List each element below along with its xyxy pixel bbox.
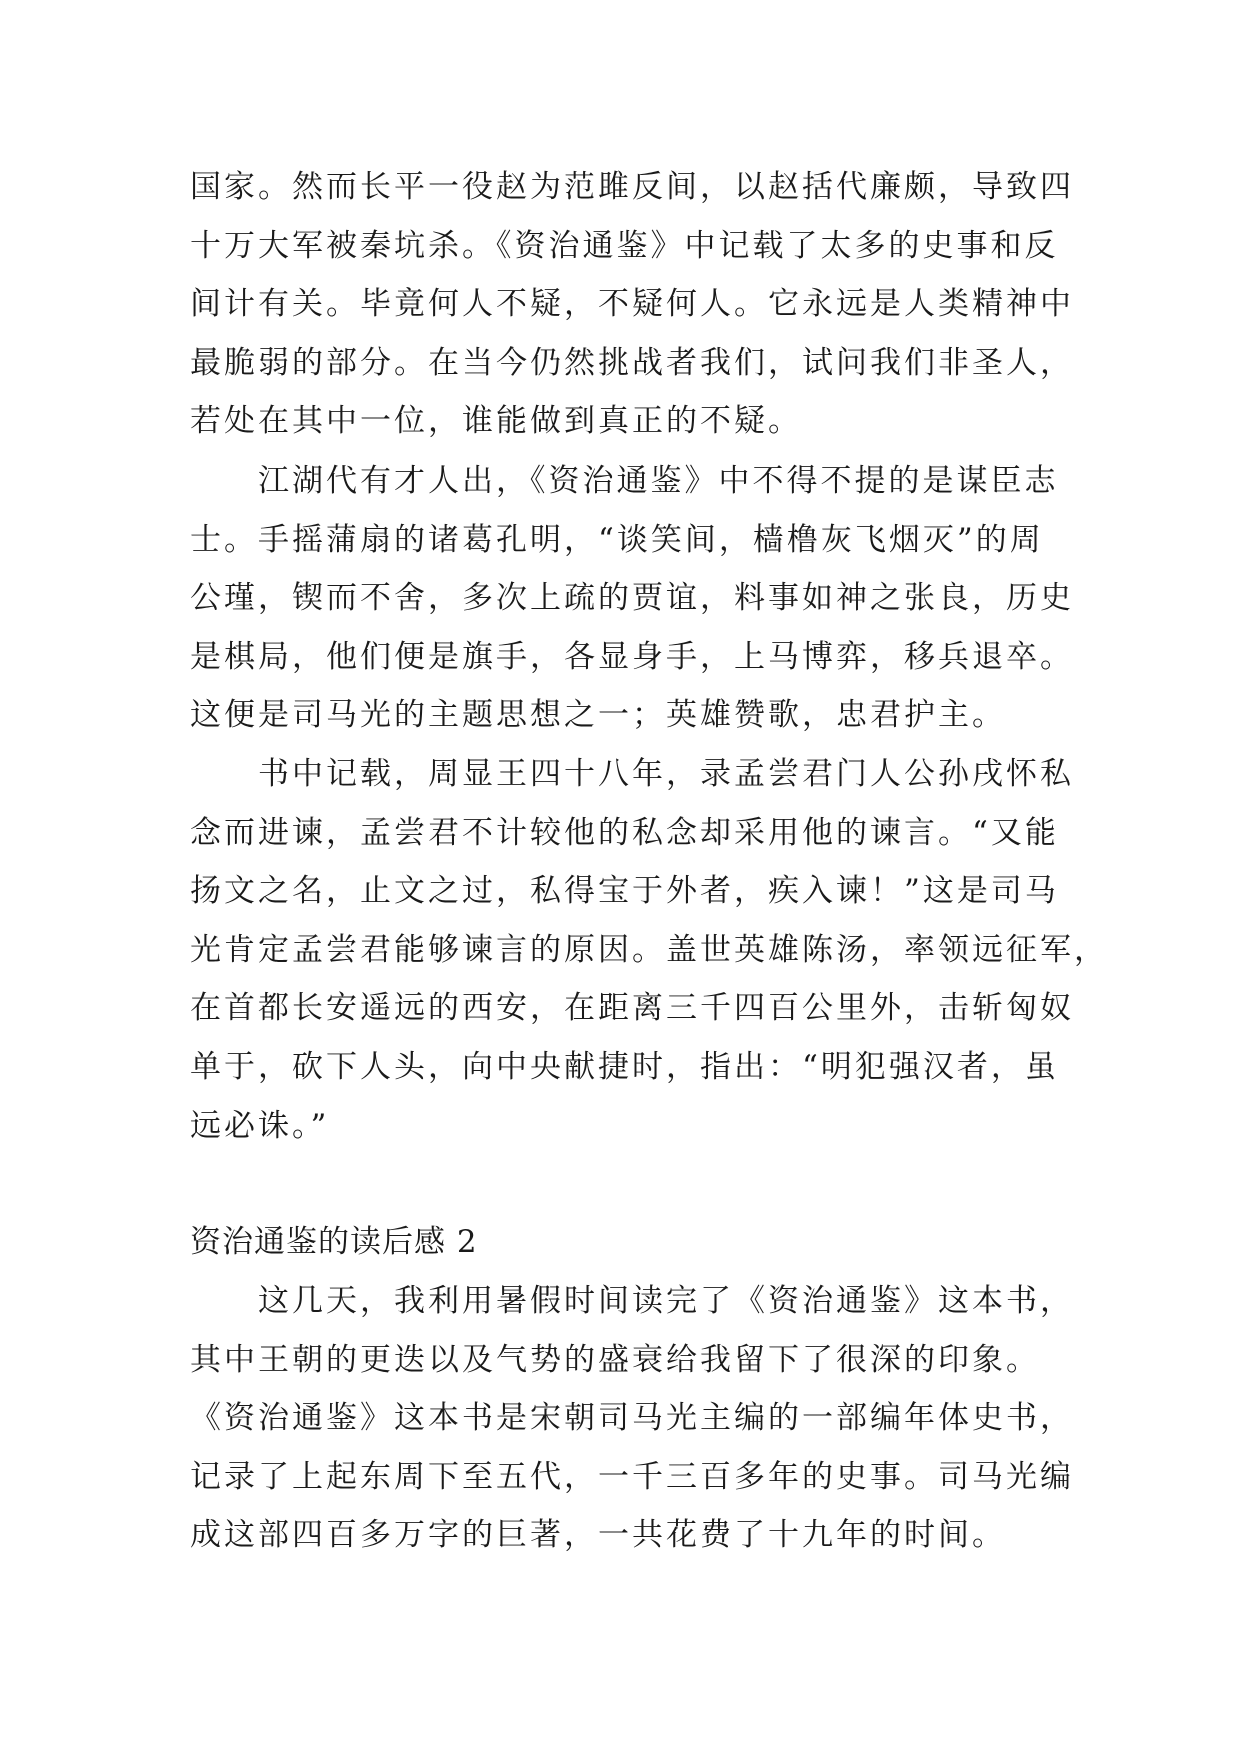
text-line: 十万大军被秦坑杀。《资治通鉴》中记载了太多的史事和反 xyxy=(190,227,1059,264)
text-line: 间计有关。毕竟何人不疑，不疑何人。它永远是人类精神中 xyxy=(190,286,1074,323)
text-line: 《资治通鉴》这本书是宋朝司马光主编的一部编年体史书， xyxy=(190,1400,1074,1437)
text-line: 这便是司马光的主题思想之一；英雄赞歌，忠君护主。 xyxy=(190,697,1006,734)
text-line: 记录了上起东周下至五代，一千三百多年的史事。司马光编 xyxy=(190,1458,1074,1495)
text-line: 光肯定孟尝君能够谏言的原因。盖世英雄陈汤，率领远征军， xyxy=(190,931,1108,968)
text-line: 国家。然而长平一役赵为范雎反间，以赵括代廉颇，导致四 xyxy=(190,169,1074,205)
text-line: 公瑾，锲而不舍，多次上疏的贾谊，料事如神之张良，历史 xyxy=(190,580,1074,617)
text-line: 士。手摇蒲扇的诸葛孔明，“谈笑间，樯橹灰飞烟灭”的周 xyxy=(190,521,1044,558)
text-line: 成这部四百多万字的巨著，一共花费了十九年的时间。 xyxy=(190,1517,1006,1554)
text-line: 远必诛。” xyxy=(190,1107,330,1144)
text-line: 这几天，我利用暑假时间读完了《资治通鉴》这本书， xyxy=(258,1283,1074,1319)
text-line: 是棋局，他们便是旗手，各显身手，上马博弈，移兵退卒。 xyxy=(190,638,1074,675)
text-line: 其中王朝的更迭以及气势的盛衰给我留下了很深的印象。 xyxy=(190,1341,1040,1378)
text-line: 单于，砍下人头，向中央献捷时，指出：“明犯强汉者，虽 xyxy=(190,1048,1059,1085)
section-heading: 资治通鉴的读后感 2 xyxy=(190,1224,478,1260)
text-line: 在首都长安遥远的西安，在距离三千四百公里外，击斩匈奴 xyxy=(190,990,1074,1027)
paragraph-4 xyxy=(190,1272,1074,1565)
paragraph-2 xyxy=(190,452,1074,745)
text-line: 若处在其中一位，谁能做到真正的不疑。 xyxy=(190,403,802,440)
text-line: 扬文之名，止文之过，私得宝于外者，疾入谏！”这是司马 xyxy=(190,873,1059,910)
text-line: 最脆弱的部分。在当今仍然挑战者我们，试问我们非圣人， xyxy=(190,344,1074,381)
text-line: 念而进谏，孟尝君不计较他的私念却采用他的谏言。“又能 xyxy=(190,814,1059,851)
text-line: 江湖代有才人出，《资治通鉴》中不得不提的是谋臣志 xyxy=(258,463,1059,499)
paragraph-1 xyxy=(190,158,1074,451)
text-line: 书中记载，周显王四十八年，录孟尝君门人公孙戌怀私 xyxy=(258,756,1074,792)
paragraph-3 xyxy=(190,745,1108,1155)
